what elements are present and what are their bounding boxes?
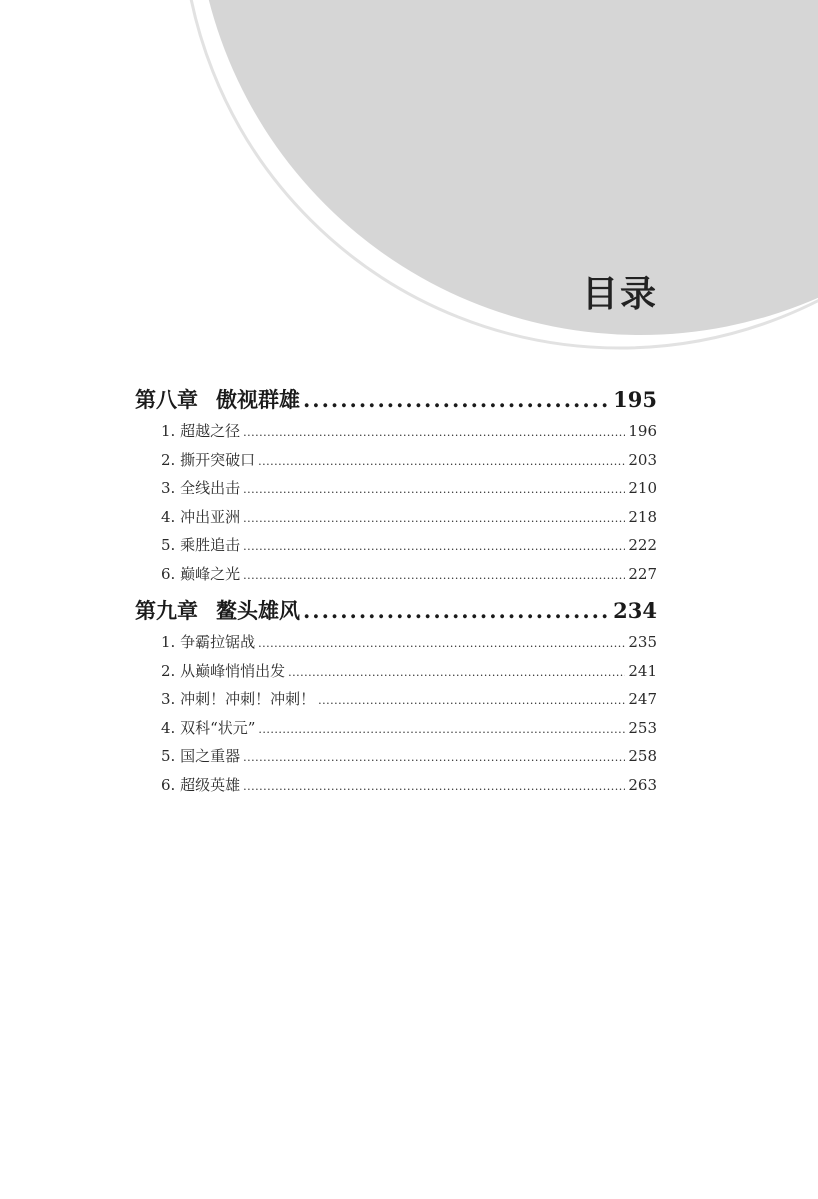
dot-leader (243, 505, 625, 534)
section-row[interactable] (135, 560, 657, 589)
dot-leader (243, 562, 625, 591)
section-label: 2. 撕开突破口 (161, 450, 256, 469)
section-row[interactable] (135, 657, 657, 686)
section-row[interactable] (135, 714, 657, 743)
section-row[interactable] (135, 685, 657, 714)
table-of-contents (135, 383, 657, 799)
chapter-number: 第八章 (135, 387, 198, 412)
section-page: 210 (628, 479, 657, 497)
section-row[interactable] (135, 771, 657, 800)
section-label: 4. 双科“状元” (161, 718, 256, 737)
section-page: 227 (628, 564, 657, 583)
dot-leader (258, 716, 625, 745)
chapter-title: 傲视群雄 (216, 387, 300, 412)
section-page: 253 (628, 718, 657, 737)
dot-leader (303, 594, 610, 628)
chapter-title: 鳌头雄风 (216, 598, 300, 623)
section-label: 3. 冲刺！冲刺！冲刺！ (161, 690, 316, 708)
section-label: 2. 从巅峰悄悄出发 (161, 661, 286, 680)
section-row[interactable] (135, 446, 657, 475)
dot-leader (243, 773, 625, 802)
section-page: 241 (628, 661, 657, 680)
dot-leader (258, 630, 625, 659)
chapter-row[interactable] (135, 594, 657, 628)
decorative-circle (0, 0, 818, 400)
section-page: 222 (628, 536, 657, 554)
section-label: 1. 争霸拉锯战 (161, 633, 256, 651)
section-row[interactable] (135, 474, 657, 503)
dot-leader (303, 383, 610, 417)
section-row[interactable] (135, 531, 657, 560)
dot-leader (288, 659, 625, 688)
section-page: 203 (628, 450, 657, 469)
section-label: 5. 国之重器 (161, 747, 241, 765)
dot-leader (243, 419, 625, 448)
section-row[interactable] (135, 503, 657, 532)
section-label: 4. 冲出亚洲 (161, 507, 241, 526)
section-page: 218 (628, 507, 657, 526)
section-page: 258 (628, 747, 657, 765)
dot-leader (258, 448, 625, 477)
dot-leader (243, 744, 625, 773)
section-label: 6. 超级英雄 (161, 775, 241, 794)
section-page: 196 (628, 422, 657, 440)
dot-leader (243, 533, 625, 562)
dot-leader (318, 687, 625, 716)
chapter-page: 234 (613, 598, 657, 623)
section-row[interactable] (135, 417, 657, 446)
section-row[interactable] (135, 628, 657, 657)
section-page: 247 (628, 690, 657, 708)
dot-leader (243, 476, 625, 505)
section-label: 5. 乘胜追击 (161, 536, 241, 554)
section-row[interactable] (135, 742, 657, 771)
section-page: 235 (628, 633, 657, 651)
chapter-number: 第九章 (135, 598, 198, 623)
chapter-page: 195 (613, 387, 657, 412)
section-label: 1. 超越之径 (161, 422, 241, 440)
section-label: 6. 巅峰之光 (161, 564, 241, 583)
section-page: 263 (628, 775, 657, 794)
chapter-row[interactable] (135, 383, 657, 417)
page-title: 目录 (581, 274, 658, 315)
section-label: 3. 全线出击 (161, 479, 241, 497)
